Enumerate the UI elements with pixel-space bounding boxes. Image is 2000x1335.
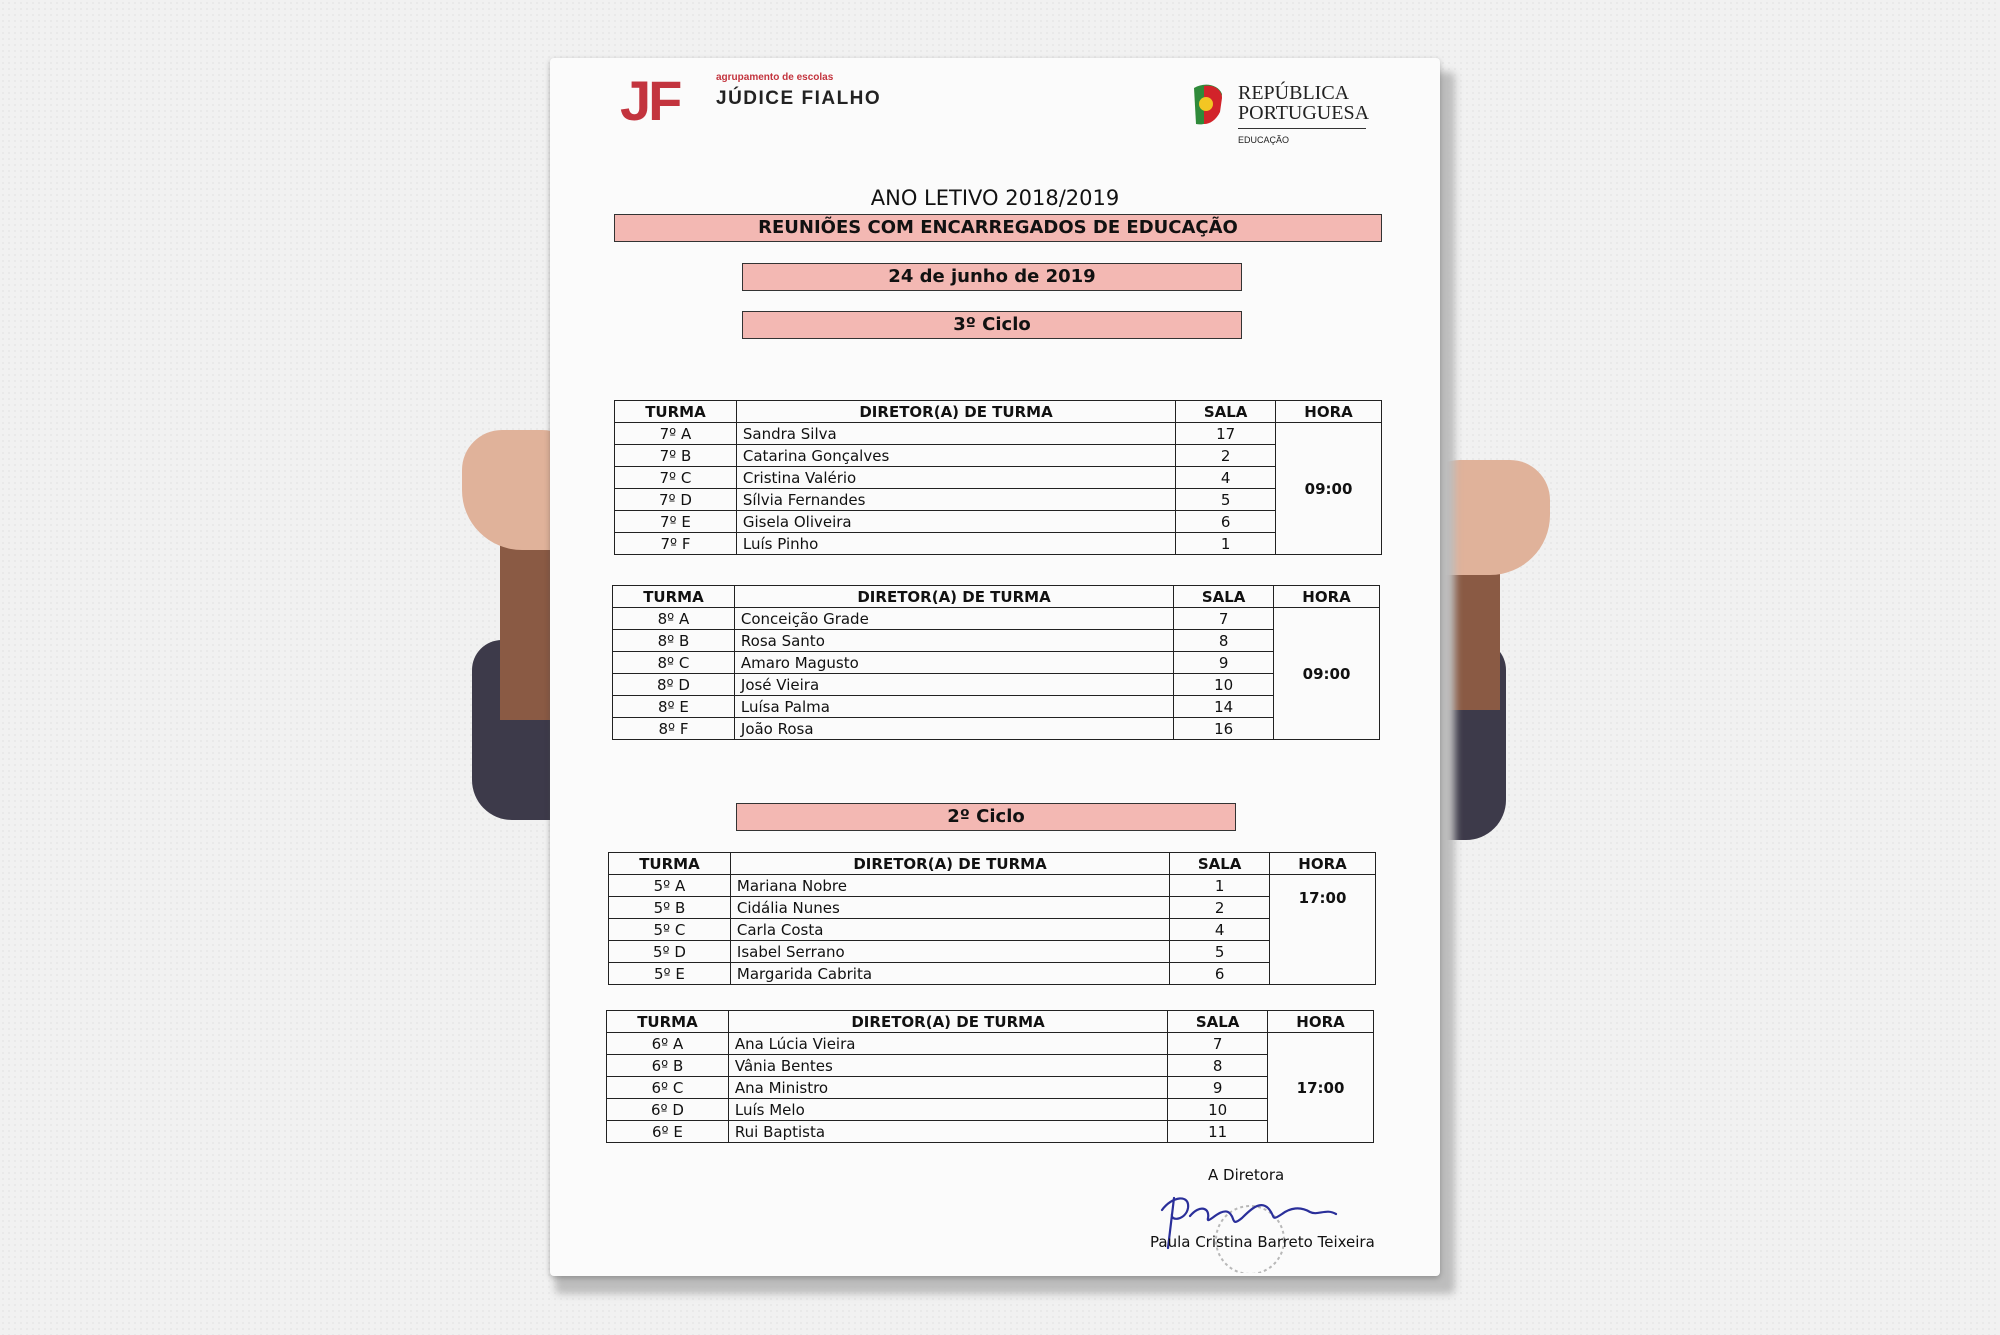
col-hora: HORA bbox=[1270, 853, 1376, 875]
turma-cell: 8º B bbox=[613, 630, 735, 652]
col-diretor: DIRETOR(A) DE TURMA bbox=[728, 1011, 1167, 1033]
turma-cell: 5º C bbox=[609, 919, 731, 941]
turma-cell: 6º E bbox=[607, 1121, 729, 1143]
sala-cell: 5 bbox=[1170, 941, 1270, 963]
sala-cell: 4 bbox=[1176, 467, 1276, 489]
sala-cell: 8 bbox=[1174, 630, 1274, 652]
turma-cell: 8º D bbox=[613, 674, 735, 696]
turma-cell: 8º F bbox=[613, 718, 735, 740]
table-row bbox=[607, 1077, 1374, 1099]
col-turma: TURMA bbox=[615, 401, 737, 423]
diretor-cell: Conceição Grade bbox=[734, 608, 1173, 630]
schedule-table-6 bbox=[606, 1010, 1374, 1143]
turma-cell: 5º D bbox=[609, 941, 731, 963]
sala-cell: 1 bbox=[1176, 533, 1276, 555]
col-turma: TURMA bbox=[609, 853, 731, 875]
sala-cell: 2 bbox=[1176, 445, 1276, 467]
diretor-cell: João Rosa bbox=[734, 718, 1173, 740]
diretor-cell: Carla Costa bbox=[730, 919, 1169, 941]
diretor-cell: Sílvia Fernandes bbox=[736, 489, 1175, 511]
schedule-table-8 bbox=[612, 585, 1380, 740]
left-arm bbox=[500, 520, 552, 720]
table-row bbox=[615, 489, 1382, 511]
col-diretor: DIRETOR(A) DE TURMA bbox=[730, 853, 1169, 875]
sala-cell: 5 bbox=[1176, 489, 1276, 511]
table-row bbox=[609, 963, 1376, 985]
diretor-cell: Cristina Valério bbox=[736, 467, 1175, 489]
turma-cell: 8º E bbox=[613, 696, 735, 718]
table-row bbox=[615, 511, 1382, 533]
turma-cell: 6º B bbox=[607, 1055, 729, 1077]
diretor-cell: Ana Ministro bbox=[728, 1077, 1167, 1099]
sala-cell: 6 bbox=[1176, 511, 1276, 533]
diretor-cell: Gisela Oliveira bbox=[736, 511, 1175, 533]
cycle-heading-2: 2º Ciclo bbox=[736, 803, 1236, 831]
table-row bbox=[607, 1121, 1374, 1143]
turma-cell: 6º D bbox=[607, 1099, 729, 1121]
sala-cell: 4 bbox=[1170, 919, 1270, 941]
diretor-cell: Cidália Nunes bbox=[730, 897, 1169, 919]
sala-cell: 11 bbox=[1168, 1121, 1268, 1143]
table-row bbox=[615, 445, 1382, 467]
table-row bbox=[613, 652, 1380, 674]
hora-cell: 17:00 bbox=[1270, 875, 1376, 985]
document-title: ANO LETIVO 2018/2019 bbox=[870, 186, 1120, 210]
sala-cell: 6 bbox=[1170, 963, 1270, 985]
turma-cell: 7º B bbox=[615, 445, 737, 467]
turma-cell: 6º A bbox=[607, 1033, 729, 1055]
cycle-heading-3: 3º Ciclo bbox=[742, 311, 1242, 339]
notice-sheet bbox=[550, 58, 1440, 1276]
turma-cell: 5º B bbox=[609, 897, 731, 919]
col-sala: SALA bbox=[1174, 586, 1274, 608]
republic-title-line2: PORTUGUESA bbox=[1238, 102, 1370, 124]
diretor-cell: Rosa Santo bbox=[734, 630, 1173, 652]
diretor-cell: Rui Baptista bbox=[728, 1121, 1167, 1143]
table-row bbox=[609, 941, 1376, 963]
sala-cell: 2 bbox=[1170, 897, 1270, 919]
table-row bbox=[615, 533, 1382, 555]
turma-cell: 5º A bbox=[609, 875, 731, 897]
sala-cell: 9 bbox=[1168, 1077, 1268, 1099]
signature-scribble bbox=[1150, 1178, 1350, 1273]
hora-cell: 09:00 bbox=[1276, 423, 1382, 555]
signature-name: Paula Cristina Barreto Teixeira bbox=[1150, 1233, 1375, 1251]
school-logo-caption: agrupamento de escolas bbox=[716, 72, 834, 83]
schedule-table-5 bbox=[608, 852, 1376, 985]
table-header-row bbox=[607, 1011, 1374, 1033]
diretor-cell: Luís Melo bbox=[728, 1099, 1167, 1121]
diretor-cell: Amaro Magusto bbox=[734, 652, 1173, 674]
turma-cell: 5º E bbox=[609, 963, 731, 985]
diretor-cell: Margarida Cabrita bbox=[730, 963, 1169, 985]
republic-emblem-icon bbox=[1190, 80, 1226, 128]
sala-cell: 1 bbox=[1170, 875, 1270, 897]
col-sala: SALA bbox=[1168, 1011, 1268, 1033]
republic-title-line1: REPÚBLICA bbox=[1238, 82, 1350, 104]
school-logo-mark: JF bbox=[620, 69, 680, 132]
table-row bbox=[607, 1055, 1374, 1077]
document-subtitle: REUNIÕES COM ENCARREGADOS DE EDUCAÇÃO bbox=[614, 214, 1382, 242]
diretor-cell: Mariana Nobre bbox=[730, 875, 1169, 897]
turma-cell: 7º D bbox=[615, 489, 737, 511]
school-logo-name: JÚDICE FIALHO bbox=[716, 88, 882, 109]
sala-cell: 7 bbox=[1174, 608, 1274, 630]
table-row bbox=[613, 608, 1380, 630]
col-sala: SALA bbox=[1176, 401, 1276, 423]
col-diretor: DIRETOR(A) DE TURMA bbox=[734, 586, 1173, 608]
table-row bbox=[613, 674, 1380, 696]
table-header-row bbox=[615, 401, 1382, 423]
sala-cell: 16 bbox=[1174, 718, 1274, 740]
sala-cell: 7 bbox=[1168, 1033, 1268, 1055]
table-header-row bbox=[609, 853, 1376, 875]
republic-divider bbox=[1238, 128, 1366, 129]
col-hora: HORA bbox=[1268, 1011, 1374, 1033]
diretor-cell: Catarina Gonçalves bbox=[736, 445, 1175, 467]
schedule-table-7 bbox=[614, 400, 1382, 555]
sala-cell: 14 bbox=[1174, 696, 1274, 718]
signature-label: A Diretora bbox=[1208, 1166, 1285, 1184]
sala-cell: 8 bbox=[1168, 1055, 1268, 1077]
turma-cell: 7º A bbox=[615, 423, 737, 445]
sala-cell: 10 bbox=[1168, 1099, 1268, 1121]
sala-cell: 9 bbox=[1174, 652, 1274, 674]
diretor-cell: Isabel Serrano bbox=[730, 941, 1169, 963]
col-turma: TURMA bbox=[613, 586, 735, 608]
table-row bbox=[609, 897, 1376, 919]
republic-subtitle: EDUCAÇÃO bbox=[1238, 135, 1290, 145]
table-row bbox=[615, 423, 1382, 445]
meeting-date: 24 de junho de 2019 bbox=[742, 263, 1242, 291]
table-row bbox=[607, 1099, 1374, 1121]
sala-cell: 17 bbox=[1176, 423, 1276, 445]
table-row bbox=[613, 718, 1380, 740]
table-row bbox=[609, 875, 1376, 897]
col-turma: TURMA bbox=[607, 1011, 729, 1033]
turma-cell: 8º C bbox=[613, 652, 735, 674]
hora-cell: 17:00 bbox=[1268, 1033, 1374, 1143]
turma-cell: 7º C bbox=[615, 467, 737, 489]
turma-cell: 8º A bbox=[613, 608, 735, 630]
turma-cell: 6º C bbox=[607, 1077, 729, 1099]
diretor-cell: Luísa Palma bbox=[734, 696, 1173, 718]
col-hora: HORA bbox=[1274, 586, 1380, 608]
col-hora: HORA bbox=[1276, 401, 1382, 423]
table-header-row bbox=[613, 586, 1380, 608]
turma-cell: 7º E bbox=[615, 511, 737, 533]
table-row bbox=[607, 1033, 1374, 1055]
table-row bbox=[613, 696, 1380, 718]
table-row bbox=[615, 467, 1382, 489]
col-sala: SALA bbox=[1170, 853, 1270, 875]
diretor-cell: Ana Lúcia Vieira bbox=[728, 1033, 1167, 1055]
table-row bbox=[613, 630, 1380, 652]
turma-cell: 7º F bbox=[615, 533, 737, 555]
col-diretor: DIRETOR(A) DE TURMA bbox=[736, 401, 1175, 423]
table-row bbox=[609, 919, 1376, 941]
diretor-cell: José Vieira bbox=[734, 674, 1173, 696]
diretor-cell: Luís Pinho bbox=[736, 533, 1175, 555]
hora-cell: 09:00 bbox=[1274, 608, 1380, 740]
sala-cell: 10 bbox=[1174, 674, 1274, 696]
diretor-cell: Sandra Silva bbox=[736, 423, 1175, 445]
diretor-cell: Vânia Bentes bbox=[728, 1055, 1167, 1077]
